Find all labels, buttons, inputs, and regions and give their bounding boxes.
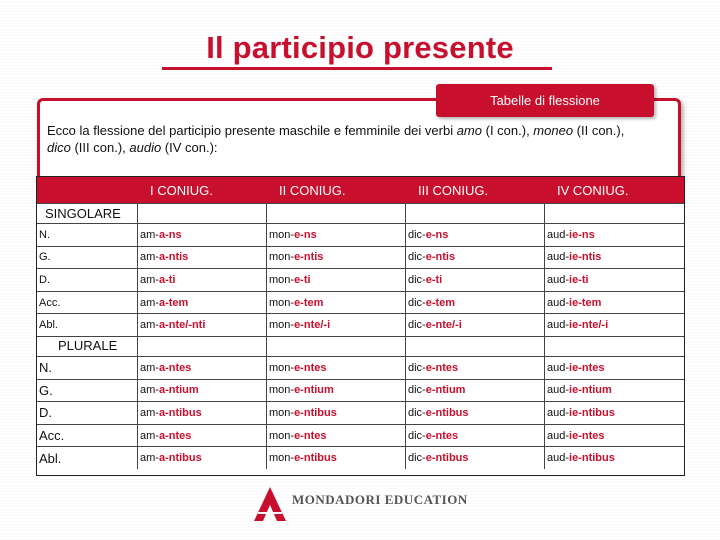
form-cell: [405, 247, 544, 269]
form-stem: am-: [140, 273, 159, 286]
case-cell: [37, 380, 137, 402]
form-ending: ie-ntes: [569, 429, 605, 442]
form-stem: mon-: [269, 251, 295, 264]
form-stem: dic-: [408, 319, 426, 332]
form-stem: aud-: [547, 384, 570, 397]
form-ending: ie-ti: [569, 273, 589, 286]
form-stem: aud-: [547, 228, 570, 241]
table-row: [37, 379, 684, 402]
table-row: [37, 356, 684, 379]
form-cell: [405, 380, 544, 402]
column-header-label: III CONIUG.: [418, 182, 489, 198]
case-label: Abl.: [39, 450, 62, 466]
form-ending: e-ntes: [425, 429, 459, 442]
case-cell: [37, 292, 137, 314]
form-stem: dic-: [408, 296, 426, 309]
form-ending: a-ntium: [158, 384, 199, 397]
form-ending: a-ntes: [158, 429, 192, 442]
form-ending: ie-ns: [569, 228, 595, 241]
form-cell: [544, 292, 684, 314]
form-cell: [266, 402, 405, 424]
section-cell: [544, 204, 684, 223]
form-ending: ie-ntibus: [569, 406, 615, 419]
form-stem: dic-: [408, 273, 426, 286]
form-ending: ie-ntibus: [569, 452, 615, 465]
publisher-name: MONDADORI EDUCATION: [292, 492, 468, 507]
table-row: [37, 401, 684, 424]
form-ending: e-ntibus: [294, 406, 337, 419]
form-cell: [266, 314, 405, 336]
form-ending: e-tem: [425, 296, 456, 309]
column-header: [405, 177, 544, 203]
inflection-table: [36, 176, 685, 476]
form-ending: a-ntis: [158, 251, 189, 264]
form-stem: aud-: [547, 452, 570, 465]
form-stem: aud-: [547, 273, 570, 286]
form-ending: e-nte/-i: [294, 319, 331, 332]
form-ending: e-ntis: [294, 251, 324, 264]
form-cell: [405, 425, 544, 447]
form-ending: a-ti: [158, 273, 176, 286]
form-cell: [544, 447, 684, 469]
form-stem: dic-: [408, 361, 426, 374]
form-cell: [266, 380, 405, 402]
form-cell: [137, 269, 266, 291]
intro-part1: Ecco la flessione del participio presente maschile e femminile dei verbi: [47, 123, 457, 138]
form-stem: dic-: [408, 406, 426, 419]
form-stem: dic-: [408, 429, 426, 442]
form-stem: am-: [140, 228, 159, 241]
form-stem: mon-: [269, 319, 295, 332]
section-cell: [405, 337, 544, 356]
table-row: [37, 424, 684, 447]
form-stem: mon-: [269, 273, 295, 286]
form-ending: a-ntibus: [158, 452, 202, 465]
table-row: [37, 223, 684, 246]
form-stem: am-: [140, 251, 159, 264]
case-cell: [37, 357, 137, 379]
form-cell: [266, 247, 405, 269]
form-ending: e-ntium: [425, 384, 466, 397]
form-ending: e-ti: [425, 273, 443, 286]
form-ending: e-ns: [294, 228, 317, 241]
section-tag: Tabelle di flessione: [436, 84, 654, 117]
intro-verb2: moneo: [533, 123, 574, 138]
form-stem: dic-: [408, 452, 426, 465]
section-label: PLURALE: [58, 338, 118, 353]
form-cell: [544, 314, 684, 336]
column-header-label: I CONIUG.: [150, 182, 213, 198]
form-stem: dic-: [408, 228, 426, 241]
form-stem: mon-: [269, 296, 295, 309]
intro-verb1: amo: [456, 123, 482, 138]
form-stem: mon-: [269, 429, 295, 442]
section-cell: [544, 337, 684, 356]
column-header: [544, 177, 684, 203]
section-cell: [266, 204, 405, 223]
table-row: [37, 291, 684, 314]
case-label: N.: [39, 228, 50, 241]
form-ending: a-ntes: [158, 361, 192, 374]
form-stem: mon-: [269, 452, 295, 465]
form-cell: [544, 380, 684, 402]
form-ending: e-tem: [294, 296, 324, 309]
form-stem: am-: [140, 429, 159, 442]
form-stem: am-: [140, 361, 159, 374]
form-stem: aud-: [547, 319, 570, 332]
form-cell: [405, 402, 544, 424]
form-stem: am-: [140, 452, 159, 465]
case-label: G.: [39, 251, 51, 264]
form-cell: [266, 269, 405, 291]
form-ending: e-ns: [425, 228, 449, 241]
table-row: [37, 268, 684, 291]
form-stem: mon-: [269, 228, 295, 241]
form-cell: [544, 269, 684, 291]
table-row: [37, 313, 684, 336]
form-stem: am-: [140, 319, 159, 332]
section-cell: [137, 337, 266, 356]
title-underline: [162, 67, 552, 70]
form-ending: e-ntes: [425, 361, 459, 374]
form-stem: aud-: [547, 251, 570, 264]
form-ending: ie-ntium: [569, 384, 612, 397]
form-ending: ie-tem: [569, 296, 602, 309]
intro-part4: (III con.),: [70, 140, 130, 155]
form-stem: mon-: [269, 384, 295, 397]
form-ending: e-ntibus: [425, 452, 469, 465]
form-stem: am-: [140, 406, 159, 419]
case-label: Acc.: [39, 296, 61, 309]
section-label: SINGOLARE: [45, 206, 121, 221]
form-ending: e-ntibus: [425, 406, 469, 419]
column-header: [137, 177, 266, 203]
form-cell: [544, 402, 684, 424]
form-stem: am-: [140, 296, 159, 309]
section-cell: [266, 337, 405, 356]
case-cell: [37, 224, 137, 246]
page-title: Il participio presente: [206, 30, 514, 65]
form-stem: aud-: [547, 296, 570, 309]
case-cell: [37, 402, 137, 424]
form-cell: [137, 425, 266, 447]
column-header-label: IV CONIUG.: [557, 182, 629, 198]
form-cell: [544, 357, 684, 379]
case-cell: [37, 269, 137, 291]
form-stem: aud-: [547, 429, 570, 442]
form-ending: e-ntibus: [294, 452, 337, 465]
table-row: [37, 246, 684, 269]
column-header-label: II CONIUG.: [279, 182, 346, 198]
form-ending: a-ns: [158, 228, 182, 241]
form-cell: [544, 425, 684, 447]
form-cell: [544, 224, 684, 246]
form-stem: aud-: [547, 361, 570, 374]
form-cell: [137, 314, 266, 336]
form-cell: [405, 269, 544, 291]
form-ending: ie-ntis: [569, 251, 602, 264]
case-cell: [37, 247, 137, 269]
form-stem: mon-: [269, 361, 295, 374]
intro-text: [47, 122, 677, 156]
case-label: D.: [39, 405, 52, 421]
form-cell: [405, 224, 544, 246]
intro-verb4: audio: [129, 140, 162, 155]
form-ending: e-nte/-i: [425, 319, 462, 332]
form-cell: [137, 224, 266, 246]
intro-part5: (IV con.):: [161, 140, 218, 155]
form-cell: [266, 224, 405, 246]
form-stem: mon-: [269, 406, 295, 419]
form-cell: [266, 425, 405, 447]
form-cell: [137, 357, 266, 379]
case-label: Abl.: [39, 319, 58, 332]
form-ending: e-ntium: [294, 384, 334, 397]
form-cell: [137, 402, 266, 424]
form-ending: a-ntibus: [158, 406, 202, 419]
case-label: G.: [39, 382, 53, 398]
form-cell: [405, 314, 544, 336]
intro-verb3: dico: [47, 140, 71, 155]
case-label: D.: [39, 273, 50, 286]
case-cell: [37, 314, 137, 336]
form-stem: dic-: [408, 384, 426, 397]
form-cell: [137, 247, 266, 269]
form-ending: e-ti: [294, 273, 311, 286]
form-ending: e-ntes: [294, 361, 327, 374]
form-ending: ie-nte/-i: [569, 319, 609, 332]
form-ending: e-ntis: [425, 251, 456, 264]
section-cell: [405, 204, 544, 223]
case-label: Acc.: [39, 428, 65, 444]
form-cell: [544, 247, 684, 269]
form-ending: a-tem: [158, 296, 189, 309]
form-cell: [137, 292, 266, 314]
form-ending: ie-ntes: [569, 361, 605, 374]
form-cell: [137, 447, 266, 469]
form-cell: [405, 447, 544, 469]
form-stem: dic-: [408, 251, 426, 264]
table-header-row: [37, 177, 684, 203]
form-cell: [266, 292, 405, 314]
form-cell: [137, 380, 266, 402]
column-header: [37, 177, 137, 203]
case-cell: [37, 425, 137, 447]
section-cell: [137, 204, 266, 223]
case-cell: [37, 447, 137, 469]
form-cell: [405, 292, 544, 314]
table-row: [37, 446, 684, 469]
form-ending: a-nte/-nti: [158, 319, 206, 332]
section-row: [37, 203, 684, 223]
section-row: [37, 336, 684, 356]
form-cell: [266, 357, 405, 379]
column-header: [266, 177, 405, 203]
form-cell: [405, 357, 544, 379]
form-stem: am-: [140, 384, 159, 397]
form-stem: aud-: [547, 406, 570, 419]
case-label: N.: [39, 360, 52, 376]
intro-part2: (I con.),: [482, 123, 534, 138]
form-ending: e-ntes: [294, 429, 327, 442]
form-cell: [266, 447, 405, 469]
intro-part3: (II con.),: [573, 123, 625, 138]
